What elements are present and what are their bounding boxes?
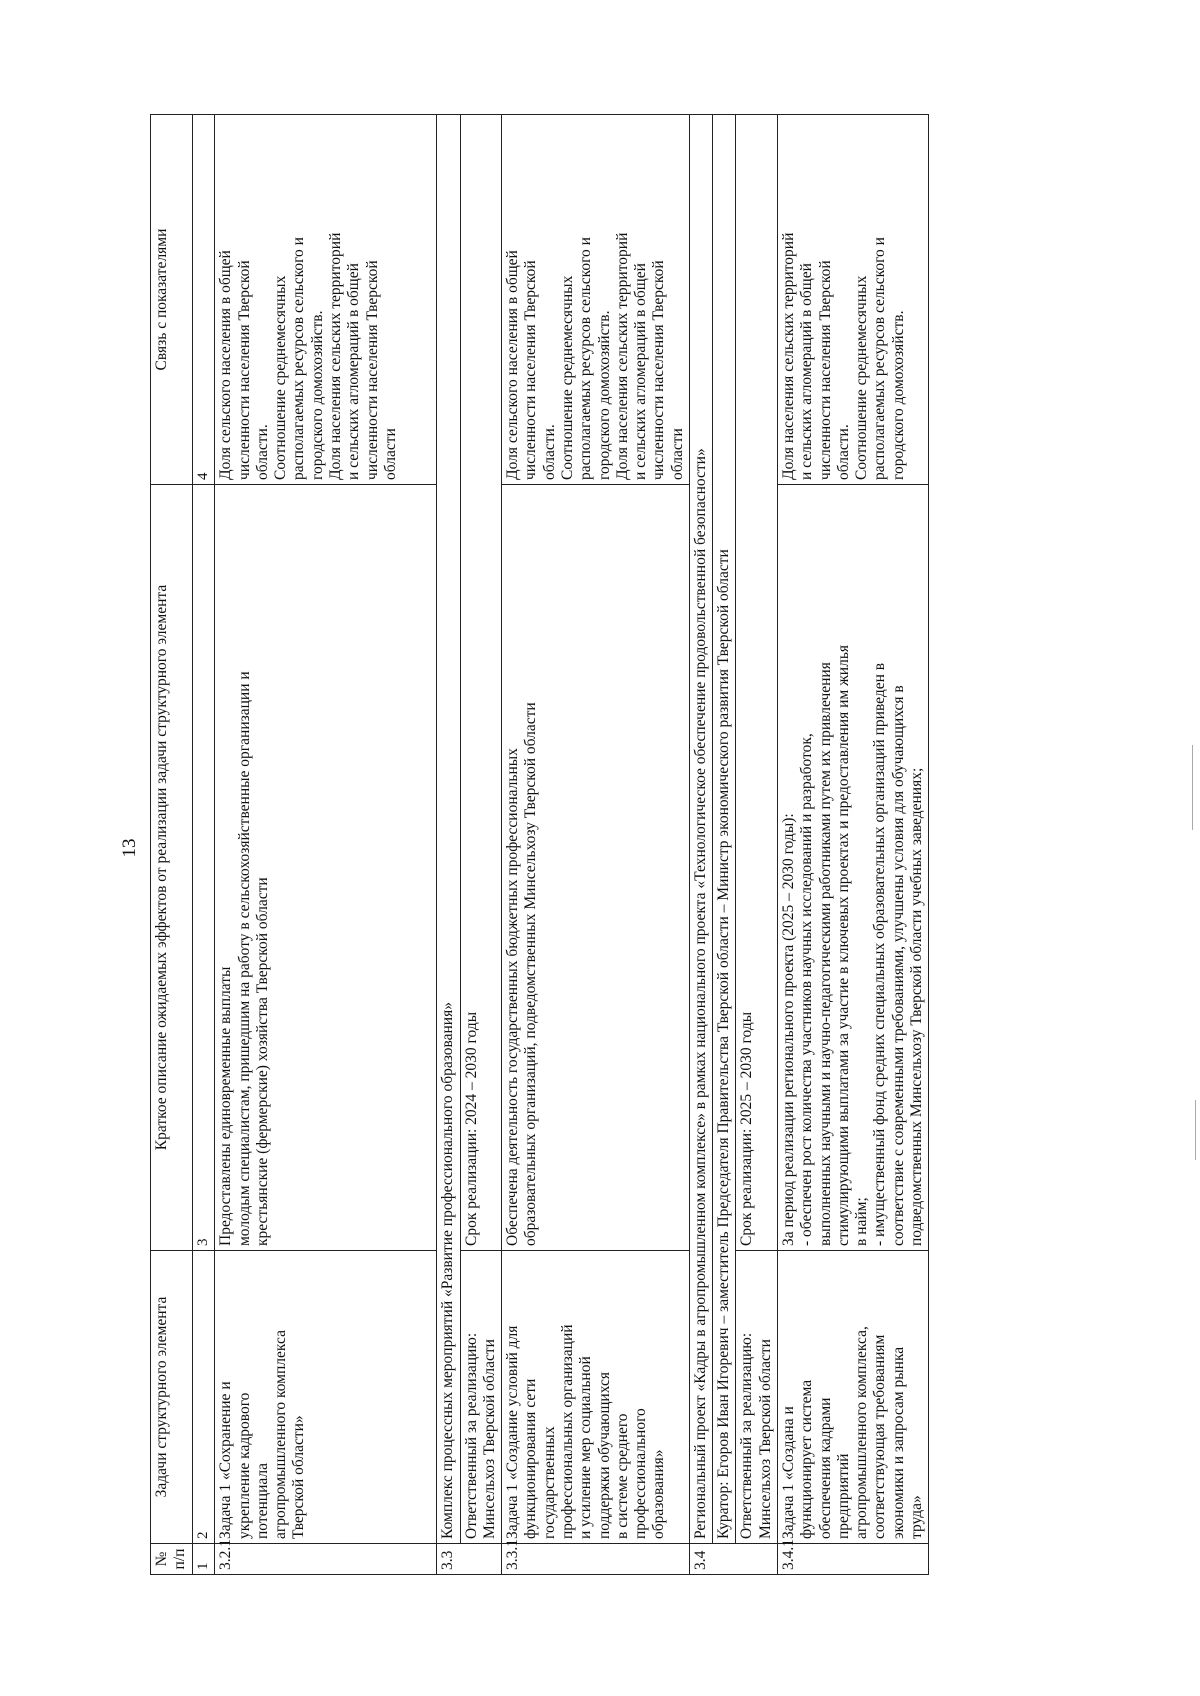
task-cell: Задача 1 «Создание условий для функционирования сети государственных профессиональных организаций и усиление мер социальной поддержки обучающихся в системе среднего профессионального образования» <box>502 1251 690 1544</box>
section-meta-row <box>460 115 502 1575</box>
row-number: 3.3.1 <box>502 1544 690 1575</box>
index-cell-2: 2 <box>192 1251 215 1544</box>
term-cell: Срок реализации: 2024 – 2030 годы <box>460 115 502 1251</box>
effect-cell: Обеспечена деятельность государственных бюджетных профессиональных образовательных организаций, подведомственных Минсельхозу Тверской области <box>502 485 690 1251</box>
task-cell: Задача 1 «Создана и функционирует система обеспечения кадрами предприятий агропромышленного комплекса, соответствующая требованиям экономики и запросам рынка труда» <box>778 1251 929 1544</box>
indicators-cell: Доля сельского населения в общей численности населения Тверской области. Соотношение среднемесячных располагаемых ресурсов сельского и городского домохозяйств. Доля населения сельских территорий и сельских агломераций в общей численности населения Тверской области <box>502 115 690 485</box>
table-header-row <box>151 115 193 1575</box>
responsible-cell: Ответственный за реализацию: Минсельхоз Тверской области <box>736 1251 778 1544</box>
table-row <box>778 115 929 1575</box>
indicators-cell: Доля сельского населения в общей численности населения Тверской области. Соотношение среднемесячных располагаемых ресурсов сельского и городского домохозяйств. Доля населения сельских территорий и сельских агломераций в общей численности населения Тверской области <box>215 115 437 485</box>
row-number: 3.4 <box>689 1544 777 1575</box>
index-cell-4: 4 <box>192 115 215 485</box>
scan-margin-line <box>1192 745 1193 830</box>
structural-elements-table <box>150 114 929 1575</box>
section-title: Комплекс процессных мероприятий «Развитие профессионального образования» <box>437 115 460 1544</box>
header-tasks: Задачи структурного элемента <box>151 1251 193 1544</box>
row-number: 3.4.1 <box>778 1544 929 1575</box>
page-number: 13 <box>119 838 140 858</box>
table-index-row <box>192 115 215 1575</box>
section-title-row <box>689 115 712 1575</box>
effect-cell: Предоставлены единовременные выплаты молодым специалистам, пришедшим на работу в сельскохозяйственные организации и крестьянские (фермерские) хозяйства Тверской области <box>215 485 437 1251</box>
index-cell-3: 3 <box>192 485 215 1251</box>
header-num: № п/п <box>151 1544 193 1575</box>
effect-cell: За период реализации регионального проекта (2025 – 2030 годы): - обеспечен рост количества участников научных исследований и разработок, выполненных научными и научно-педагогическими работниками путем их привлечения стимулирующими выплатами за участие в ключевых проектах и предоставления им жилья в найм; - имущественный фонд средних специальных образовательных организаций приведен в соответствие с современными требованиями, улучшены условия для обучающихся в подведомственных Минсельхозу Тверской области учебных заведениях; <box>778 485 929 1251</box>
scan-margin-line <box>1195 1100 1196 1160</box>
row-number: 3.3 <box>437 1544 502 1575</box>
header-indicators: Связь с показателями <box>151 115 193 485</box>
section-curator-row <box>713 115 736 1575</box>
header-effects: Краткое описание ожидаемых эффектов от реализации задачи структурного элемента <box>151 485 193 1251</box>
section-meta-row <box>736 115 778 1575</box>
row-number: 3.2.1 <box>215 1544 437 1575</box>
table-row <box>502 115 690 1575</box>
rotated-page-content <box>150 115 1070 1575</box>
term-cell: Срок реализации: 2025 – 2030 годы <box>736 115 778 1251</box>
section-title-row <box>437 115 460 1575</box>
indicators-cell: Доля населения сельских территорий и сельских агломераций в общей численности населения Тверской области. Соотношение среднемесячных располагаемых ресурсов сельского и городского домохозяйств. <box>778 115 929 485</box>
index-cell-1: 1 <box>192 1544 215 1575</box>
table-row <box>215 115 437 1575</box>
section-title: Региональный проект «Кадры в агропромышленном комплексе» в рамках национального проекта «Технологическое обеспечение продовольственной безопасности» <box>689 115 712 1544</box>
curator-cell: Куратор: Егоров Иван Игоревич – заместитель Председателя Правительства Тверской области – Министр экономического развития Тверской области <box>713 115 736 1544</box>
responsible-cell: Ответственный за реализацию: Минсельхоз Тверской области <box>460 1251 502 1544</box>
task-cell: Задача 1 «Сохранение и укрепление кадрового потенциала агропромышленного комплекса Тверской области» <box>215 1251 437 1544</box>
